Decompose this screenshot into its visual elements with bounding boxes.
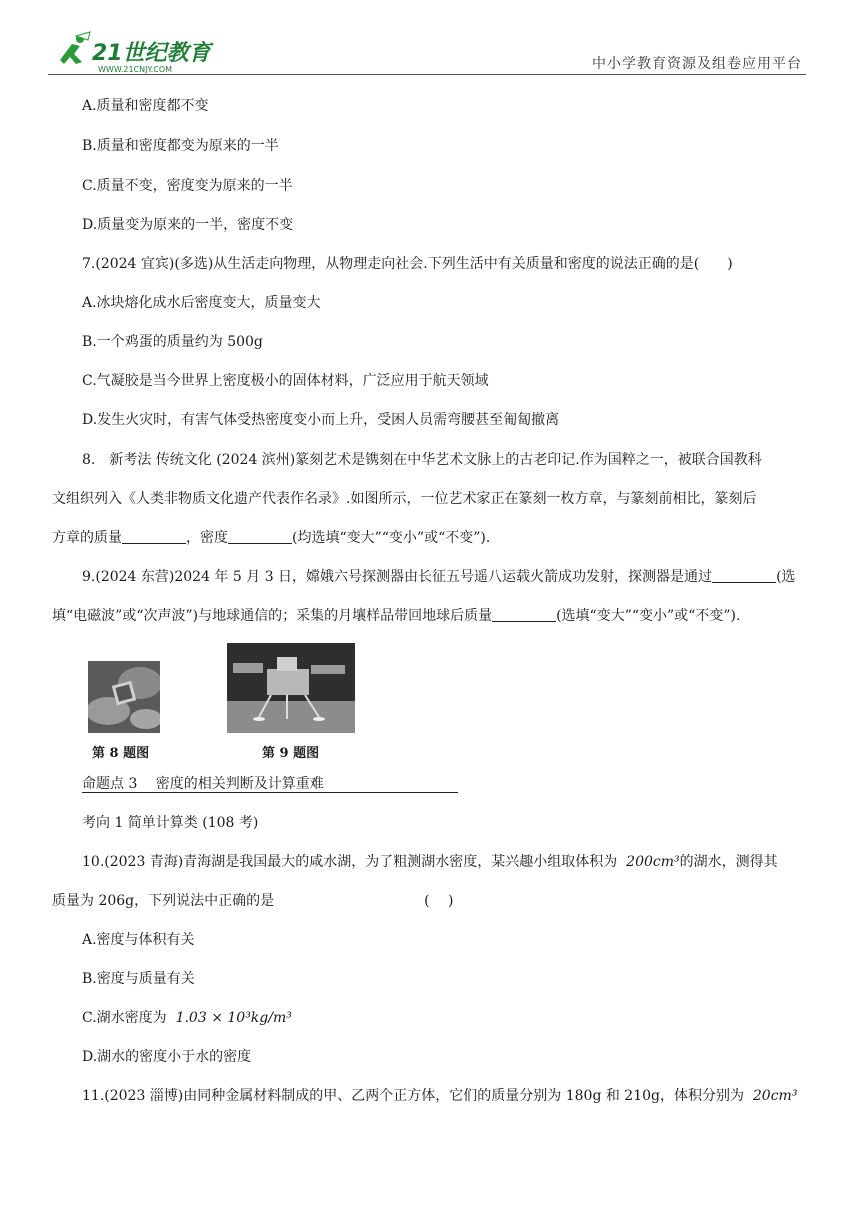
q10-line-2 xyxy=(52,891,810,911)
section-underline xyxy=(82,792,458,793)
site-logo xyxy=(50,30,230,76)
platform-title: 中小学教育资源及组卷应用平台 xyxy=(592,56,802,72)
q10-option-b: B.密度与质量有关 xyxy=(82,971,195,987)
q10-answer-paren[interactable]: ( ) xyxy=(424,893,454,909)
q8-line-3 xyxy=(52,528,810,548)
section-title: 命题点 3 密度的相关判断及计算重难 xyxy=(82,776,324,792)
q11-text-a: 11.(2023 淄博)由同种金属材料制成的甲、乙两个正方体，它们的质量分别为 180g 和 210g，体积分别为 xyxy=(82,1088,744,1104)
q9-line-1 xyxy=(82,567,810,587)
q9-line-2 xyxy=(52,606,810,626)
q9-text-c: 填“电磁波”或“次声波”)与地球通信的；采集的月壤样品带回地球后质量 xyxy=(52,608,493,624)
q10-option-c-value: 1.03 × 10³kg/m³ xyxy=(175,1010,292,1026)
figure-9-caption: 第 9 题图 xyxy=(262,746,320,761)
q10-option-c-label: C.湖水密度为 xyxy=(82,1010,167,1026)
q9-text-d: (选填“变大”“变小”或“不变”). xyxy=(556,608,741,624)
page-header xyxy=(0,0,860,80)
q9-text-b: (选 xyxy=(776,569,796,585)
q6-option-b: B.质量和密度都变为原来的一半 xyxy=(82,138,279,154)
q8-blank-density[interactable] xyxy=(228,529,292,544)
q9-text-a: 9.(2024 东营)2024 年 5 月 3 日，嫦娥六号探测器由长征五号遥八运载火箭成功发射，探测器是通过 xyxy=(82,569,713,585)
q10-line-1 xyxy=(82,852,810,872)
q7-option-c: C.气凝胶是当今世界上密度极小的固体材料，广泛应用于航天领域 xyxy=(82,373,489,389)
q8-line-2: 文组织列入《人类非物质文化遗产代表作名录》.如图所示，一位艺术家正在篆刻一枚方章，与篆刻前相比，篆刻后 xyxy=(52,491,757,507)
runner-icon xyxy=(60,44,82,64)
q7-stem: 7.(2024 宜宾)(多选)从生活走向物理，从物理走向社会.下列生活中有关质量和密度的说法正确的是( ) xyxy=(82,256,733,272)
q9-blank-wave[interactable] xyxy=(712,568,776,583)
q10-option-c xyxy=(82,1008,810,1028)
q10-option-a: A.密度与体积有关 xyxy=(82,932,195,948)
q8-text-a: 方章的质量 xyxy=(52,530,122,546)
q7-option-b: B.一个鸡蛋的质量约为 500g xyxy=(82,334,263,350)
figure-9-photo xyxy=(227,643,355,733)
logo-sub: WWW.21CNJY.COM xyxy=(98,65,173,74)
q10-text-c: 的湖水，测得其 xyxy=(679,854,778,870)
q8-blank-mass[interactable] xyxy=(122,529,186,544)
q6-option-a: A.质量和密度都不变 xyxy=(82,98,209,114)
logo-text: 21世纪教育 xyxy=(92,41,211,66)
q6-option-d: D.质量变为原来的一半，密度不变 xyxy=(82,217,294,233)
q11-line-1 xyxy=(82,1086,810,1106)
q10-text-a: 10.(2023 青海)青海湖是我国最大的咸水湖，为了粗测湖水密度，某兴趣小组取体积为 xyxy=(82,854,618,870)
q9-blank-mass[interactable] xyxy=(492,607,556,622)
q10-option-d: D.湖水的密度小于水的密度 xyxy=(82,1049,252,1065)
q10-volume: 200cm³ xyxy=(626,854,680,870)
q10-text-d: 质量为 206g，下列说法中正确的是 xyxy=(52,893,275,909)
q6-option-c: C.质量不变，密度变为原来的一半 xyxy=(82,178,293,194)
figure-8-photo xyxy=(88,661,160,733)
q7-option-d: D.发生火灾时，有害气体受热密度变小而上升，受困人员需弯腰甚至匍匐撤离 xyxy=(82,412,560,428)
header-divider xyxy=(48,74,806,75)
figure-8-caption: 第 8 题图 xyxy=(92,746,150,761)
q8-line-1: 8. 新考法 传统文化 (2024 滨州)篆刻艺术是镌刻在中华艺术文脉上的古老印记.作为国粹之一，被联合国教科 xyxy=(82,452,762,468)
section-subtitle: 考向 1 简单计算类 (108 考) xyxy=(82,815,259,831)
q11-volume: 20cm³ xyxy=(752,1088,798,1104)
q8-text-c: (均选填“变大”“变小”或“不变”). xyxy=(292,530,491,546)
q8-text-b: ，密度 xyxy=(186,530,228,546)
q7-option-a: A.冰块熔化成水后密度变大，质量变大 xyxy=(82,295,321,311)
